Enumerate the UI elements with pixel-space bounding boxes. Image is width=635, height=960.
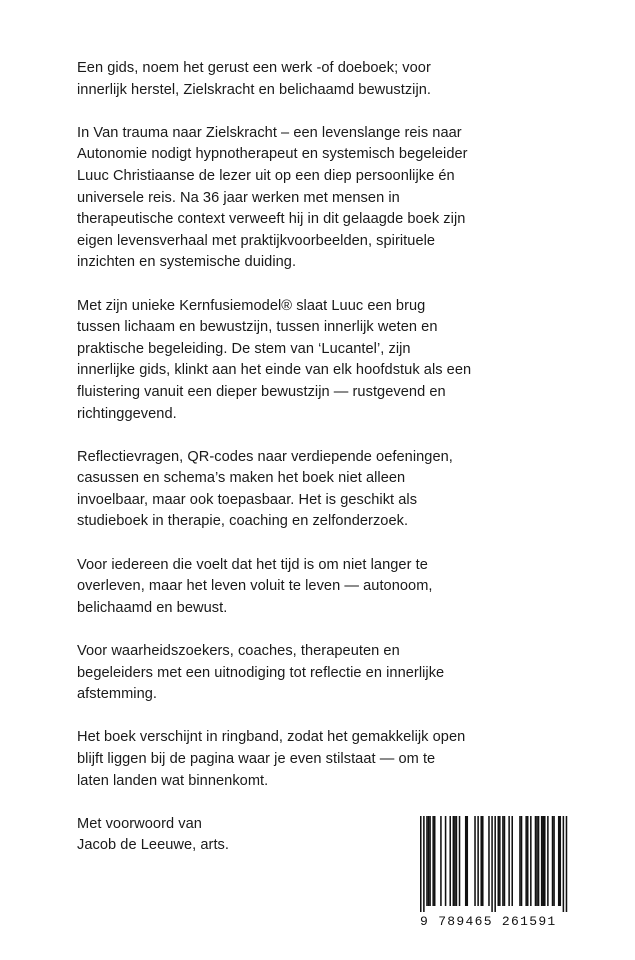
barcode-bar <box>434 816 436 906</box>
barcode-bar <box>445 816 447 906</box>
barcode-bar <box>456 816 458 906</box>
text-line: innerlijk herstel, Zielskracht en belichaamd bewustzijn. <box>77 81 432 98</box>
text-line: blijft liggen bij de pagina waar je even stilstaat — om te <box>77 751 436 767</box>
barcode-bar <box>538 816 540 906</box>
text-line: fluistering vanuit een dieper bewustzijn — rustgevend en <box>77 383 446 400</box>
barcode-bar <box>536 816 538 906</box>
barcode-bar <box>508 816 510 906</box>
paragraph-seekers <box>77 641 597 706</box>
barcode-bar <box>563 816 565 912</box>
barcode-bar <box>491 816 493 912</box>
barcode-bar <box>535 816 537 906</box>
barcode-bar <box>465 816 467 906</box>
text-line: begeleiders met een uitnodiging tot reflectie en innerlijke <box>77 664 445 681</box>
barcode-bar <box>547 816 549 906</box>
text-line: Jacob de Leeuwe, arts. <box>77 837 229 854</box>
text-line: Luuc Christiaanse de lezer uit op een diep persoonlijke én <box>77 167 455 184</box>
text-line: Het boek verschijnt in ringband, zodat het gemakkelijk open <box>77 729 466 746</box>
barcode-bar <box>428 816 430 906</box>
barcode-bar <box>477 816 479 906</box>
barcode-bar <box>453 816 455 906</box>
isbn-digits: 9 789465 261591 <box>420 914 557 929</box>
text-line: laten landen wat binnenkomt. <box>77 772 269 789</box>
barcode-bar <box>502 816 504 906</box>
barcode-bar <box>482 816 484 906</box>
barcode-bar <box>530 816 532 906</box>
paragraph-intro <box>77 58 597 101</box>
back-cover-text <box>77 58 597 879</box>
barcode-bar <box>566 816 568 912</box>
text-line: tussen lichaam en bewustzijn, tussen innerlijk weten en <box>77 319 438 336</box>
barcode-bar <box>552 816 554 906</box>
barcode-bar <box>527 816 529 906</box>
barcode-bar <box>454 816 456 906</box>
text-line: praktische begeleiding. De stem van ‘Lucantel’, zijn <box>77 340 411 357</box>
barcode-bar <box>541 816 543 906</box>
paragraph-features <box>77 447 597 533</box>
text-line: eigen levensverhaal met praktijkvoorbeelden, spirituele <box>77 232 436 249</box>
paragraph-description <box>77 123 597 274</box>
text-line: casussen en schema’s maken het boek niet alleen <box>77 470 406 487</box>
text-line: Autonomie nodigt hypnotherapeut en systemisch begeleider <box>77 146 468 163</box>
text-line: inzichten en systemische duiding. <box>77 254 297 271</box>
barcode-bar <box>542 816 544 906</box>
text-line: Reflectievragen, QR-codes naar verdiepende oefeningen, <box>77 448 453 465</box>
text-line: richtinggevend. <box>77 405 177 422</box>
barcode-bar <box>553 816 555 906</box>
text-line: innerlijke gids, klinkt aan het einde van elk hoofdstuk als een <box>77 362 472 379</box>
barcode-bar <box>498 816 500 906</box>
barcode-bar <box>560 816 562 906</box>
text-line: therapeutische context verweeft hij in dit gelaagde boek zijn <box>77 211 466 228</box>
paragraph-binding <box>77 727 597 792</box>
barcode-bar <box>525 816 527 906</box>
barcode-bar <box>426 816 428 906</box>
text-line: In Van trauma naar Zielskracht – een levenslange reis naar <box>77 124 462 141</box>
text-line: belichaamd en bewust. <box>77 599 228 616</box>
barcode-bar <box>467 816 469 906</box>
barcode-bar <box>558 816 560 906</box>
barcode-bar <box>511 816 513 906</box>
text-line: Een gids, noem het gerust een werk -of doeboek; voor <box>77 60 431 76</box>
barcode-bar <box>519 816 521 906</box>
barcode-bar <box>420 816 422 912</box>
text-line: invoelbaar, maar ook toepasbaar. Het is geschikt als <box>77 491 418 508</box>
barcode-bar <box>449 816 451 906</box>
text-line: studieboek in therapie, coaching en zelfonderzoek. <box>77 513 409 530</box>
text-line: Voor iedereen die voelt dat het tijd is om niet langer te <box>77 556 428 573</box>
barcode-bar <box>459 816 461 906</box>
barcode-bar <box>432 816 434 906</box>
text-line: universele reis. Na 36 jaar werken met mensen in <box>77 189 400 206</box>
barcode-bar <box>429 816 431 906</box>
barcode-bar <box>423 816 425 912</box>
text-line: afstemming. <box>77 686 158 703</box>
barcode-bar <box>474 816 476 906</box>
barcode-bar <box>488 816 490 906</box>
barcode-bars <box>416 814 583 914</box>
paragraph-model <box>77 296 597 426</box>
barcode-bar <box>499 816 501 906</box>
barcode-bar <box>504 816 506 906</box>
paragraph-audience <box>77 555 597 620</box>
text-line: Voor waarheidszoekers, coaches, therapeuten en <box>77 643 400 660</box>
barcode-bar <box>521 816 523 906</box>
barcode-bar <box>440 816 442 906</box>
barcode-bar <box>494 816 496 912</box>
text-line: Met zijn unieke Kernfusiemodel® slaat Luuc een brug <box>77 297 426 314</box>
text-line: Met voorwoord van <box>77 815 202 832</box>
barcode-bar <box>480 816 482 906</box>
barcode-bar <box>544 816 546 906</box>
text-line: overleven, maar het leven voluit te leven — autonoom, <box>77 578 433 595</box>
